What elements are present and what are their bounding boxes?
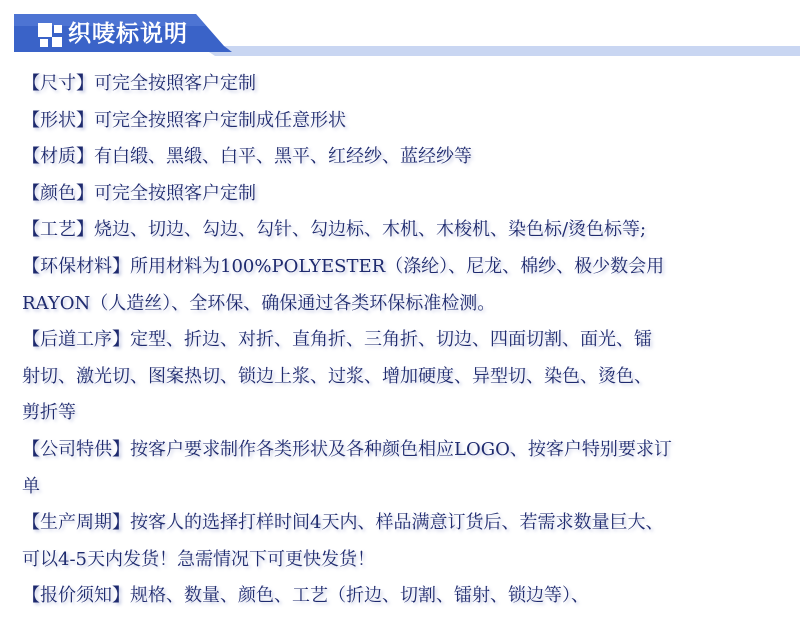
line-text: RAYON（人造丝）、全环保、确保通过各类环保标准检测。: [22, 292, 496, 314]
spec-line-post-process: [22, 322, 782, 359]
line-label: 【后道工序】: [22, 329, 130, 351]
line-label: 【形状】: [22, 109, 94, 131]
line-text: 可完全按照客户定制: [94, 182, 256, 204]
spec-line-lead-time: [22, 505, 782, 542]
line-label: 【颜色】: [22, 182, 94, 204]
spec-line-lead-time-cont: [22, 542, 782, 579]
spec-line-shape: [22, 103, 782, 140]
line-text: 可以4-5天内发货！急需情况下可更快发货！: [22, 548, 375, 570]
line-text: 规格、数量、颜色、工艺（折边、切割、镭射、锁边等）、: [130, 585, 589, 607]
line-label: 【尺寸】: [22, 73, 94, 94]
spec-line-quote: [22, 578, 782, 615]
line-text: 可完全按照客户定制: [94, 73, 256, 94]
spec-line-eco-material: [22, 249, 782, 286]
description-body: [22, 66, 782, 615]
line-text: 烧边、切边、勾边、勾针、勾边标、木机、木梭机、染色标/烫色标等;: [94, 219, 647, 241]
line-label: 【工艺】: [22, 219, 94, 241]
spec-line-size: [22, 66, 782, 103]
spec-line-post-process-cont: [22, 395, 782, 432]
line-label: 【生产周期】: [22, 512, 130, 534]
spec-line-material: [22, 139, 782, 176]
line-text: 射切、激光切、图案热切、锁边上浆、过浆、增加硬度、异型切、染色、烫色、: [22, 365, 652, 387]
squares-icon: [36, 21, 66, 51]
line-text: 剪折等: [22, 402, 76, 424]
line-label: 【材质】: [22, 146, 94, 168]
line-text: 定型、折边、对折、直角折、三角折、切边、四面切割、面光、镭: [130, 329, 652, 351]
line-text: 按客人的选择打样时间4天内、样品满意订货后、若需求数量巨大、: [130, 512, 664, 534]
spec-line-post-process-cont: [22, 359, 782, 396]
section-header: [0, 0, 800, 70]
line-label: 【环保材料】: [22, 255, 130, 277]
section-title: 织唛标说明: [68, 21, 188, 47]
spec-line-color: [22, 176, 782, 213]
spec-line-eco-material-cont: [22, 286, 782, 323]
line-label: 【公司特供】: [22, 438, 130, 460]
line-label: 【报价须知】: [22, 585, 130, 607]
spec-line-special: [22, 432, 782, 469]
line-text: 单: [22, 475, 40, 497]
line-text: 可完全按照客户定制成任意形状: [94, 109, 346, 131]
spec-line-craft: [22, 212, 782, 249]
line-text: 有白缎、黑缎、白平、黑平、红经纱、蓝经纱等: [94, 146, 472, 168]
line-text: 按客户要求制作各类形状及各种颜色相应LOGO、按客户特别要求订: [130, 438, 672, 460]
line-text: 所用材料为100%POLYESTER（涤纶）、尼龙、棉纱、极少数会用: [130, 255, 665, 277]
spec-line-special-cont: [22, 469, 782, 506]
